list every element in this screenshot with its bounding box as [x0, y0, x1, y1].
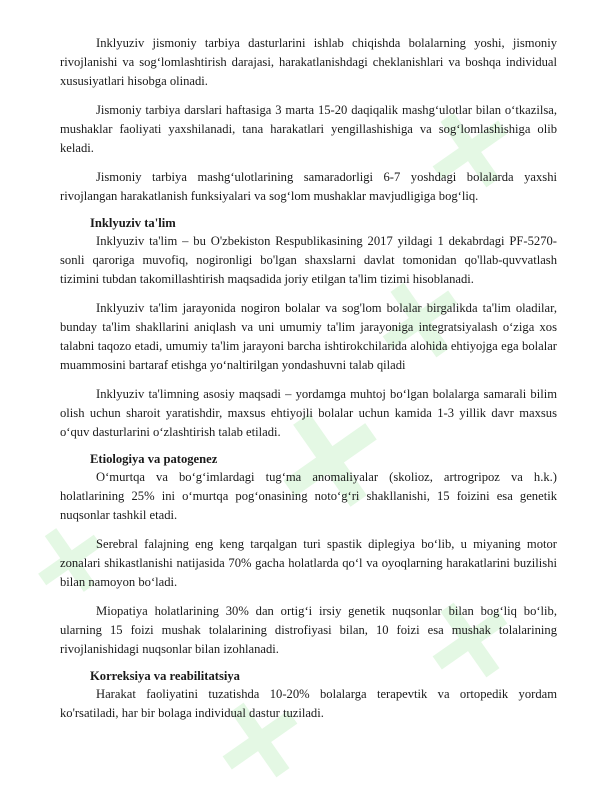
heading-etiologiya: Etiologiya va patogenez — [90, 452, 218, 466]
paragraph-4: Inklyuziv ta'lim – bu O'zbekiston Respublikasining 2017 yildagi 1 dekabrdagi PF-5270-sonli qaroriga muvofiq, nogironligi bo'lgan shaxslarni davlat tomonidan qo'llab-quvvatlash tizimini tubdan takomillashtirish maqsadida joriy etilgan ta'lim tizimi hisoblanadi. — [60, 234, 557, 286]
document-body — [60, 34, 557, 723]
paragraph-10: Harakat faoliyatini tuzatishda 10-20% bolalarga terapevtik va ortopedik yordam ko'rsatiladi, har bir bolaga individual dastur tuziladi. — [60, 687, 557, 720]
paragraph-1: Inklyuziv jismoniy tarbiya dasturlarini ishlab chiqishda bolalarning yoshi, jismoniy rivojlanishi va sog‘lomlashtirish darajasi, harakatlanishdagi cheklanishlari va boshqa individual xususiyatlari hisobga olinadi. — [60, 36, 557, 88]
paragraph-5: Inklyuziv ta'lim jarayonida nogiron bolalar va sog'lom bolalar birgalikda ta'lim oladilar, bunday ta'lim shakllarini aniqlash va uni umumiy ta'lim jarayoniga integratsiyalash o‘ziga xos talabni taqozo etadi, umumiy ta'lim jarayoni barcha ishtirokchilarida alohida ehtiyojga ega bolalar muammosini bartaraf etishga yo‘naltirilgan yondashuvni talab qiladi — [60, 301, 557, 372]
paragraph-6: Inklyuziv ta'limning asosiy maqsadi – yordamga muhtoj bo‘lgan bolalarga samarali bilim olish uchun sharoit yaratishdir, maxsus ehtiyojli bolalar uchun kamida 1-3 yillik davr maxsus o‘quv dasturlarini o‘zlashtirish talab etiladi. — [60, 387, 557, 439]
heading-inklyuziv-talim: Inklyuziv ta'lim — [90, 216, 176, 230]
paragraph-3: Jismoniy tarbiya mashg‘ulotlarining samaradorligi 6-7 yoshdagi bolalarda yaxshi rivojlangan harakatlanish funksiyalari va sog‘lom mushaklar mavjudligiga bog‘liq. — [60, 170, 557, 203]
heading-korreksiya: Korreksiya va reabilitatsiya — [90, 669, 240, 683]
paragraph-2: Jismoniy tarbiya darslari haftasiga 3 marta 15-20 daqiqalik mashg‘ulotlar bilan o‘tkazilsa, mushaklar faoliyati yaxshilanadi, tana harakatlari yengillashishiga va sog‘lomlashishiga olib keladi. — [60, 103, 557, 155]
paragraph-7: O‘murtqa va bo‘g‘imlardagi tug‘ma anomaliyalar (skolioz, artrogripoz va h.k.) holatlarining 25% ini o‘murtqa pog‘onasining noto‘g‘ri shakllanishi, 15 foizini esa genetik nuqsonlar tashkil etadi. — [60, 470, 557, 522]
paragraph-8: Serebral falajning eng keng tarqalgan turi spastik diplegiya bo‘lib, u miyaning motor zonalari shikastlanishi natijasida 70% gacha holatlarda qo‘l va oyoqlarning harakatlarini buzilishi bilan namoyon bo‘ladi. — [60, 537, 557, 589]
paragraph-9: Miopatiya holatlarining 30% dan ortig‘i irsiy genetik nuqsonlar bilan bog‘liq bo‘lib, ularning 15 foizi mushak tolalarining distrofiyasi bilan, 10 foizi esa mushak tolalarining rivojlanishidagi nuqsonlar bilan izohlanadi. — [60, 604, 557, 656]
